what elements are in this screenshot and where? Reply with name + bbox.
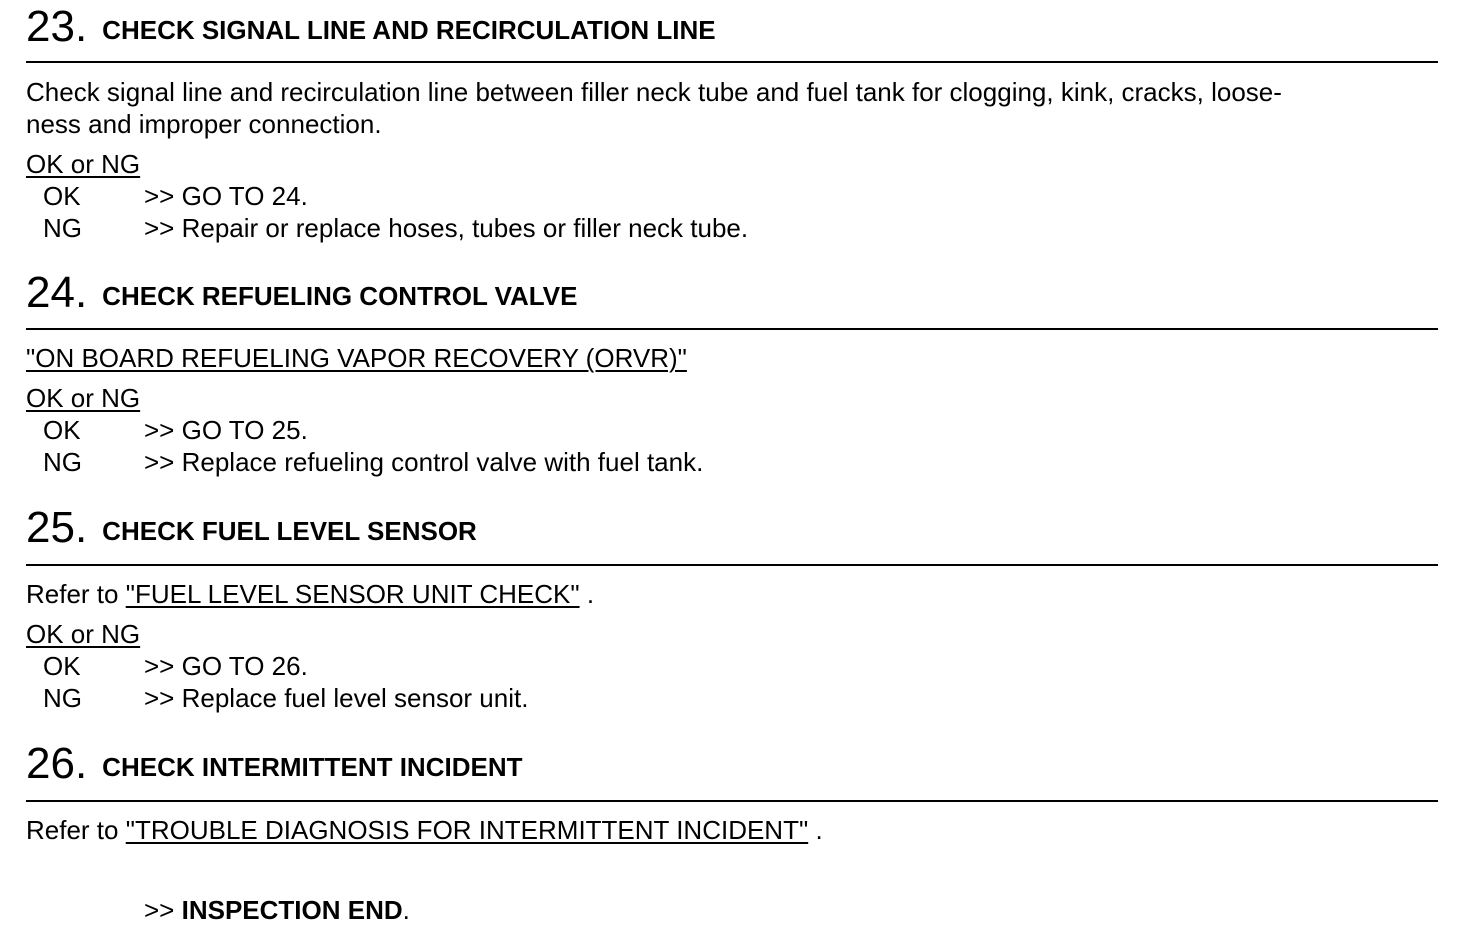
intermittent-incident-link[interactable]: "TROUBLE DIAGNOSIS FOR INTERMITTENT INCIDENT" [125,815,809,845]
ok-or-ng-label [26,148,1438,180]
result-row-ng [26,682,1438,714]
end-label: INSPECTION END [181,895,403,925]
result-code: OK [43,415,81,445]
result-row-ok [26,414,1438,446]
step-refer-line [26,814,1438,846]
step-title: CHECK INTERMITTENT INCIDENT [102,752,523,782]
step-header [26,737,1438,802]
step-header [26,0,1438,63]
result-action: >> GO TO 24. [144,181,308,211]
result-code: OK [43,181,81,211]
result-code: NG [43,683,82,713]
step-title: CHECK REFUELING CONTROL VALVE [102,281,578,311]
result-row-ok [26,650,1438,682]
step-23 [26,0,1438,244]
ok-or-ng-text: OK or NG [26,619,141,649]
step-26 [26,737,1438,926]
fuel-level-sensor-link[interactable]: "FUEL LEVEL SENSOR UNIT CHECK" [125,579,580,609]
result-code: NG [43,213,82,243]
step-header [26,501,1438,566]
result-action: >> GO TO 26. [144,651,308,681]
step-number: 24. [26,268,88,317]
result-code-blank [26,894,144,926]
step-body-line: Check signal line and recirculation line between filler neck tube and fuel tank for clogging, kink, cracks, loose- [26,77,1282,107]
step-body-line: ness and improper connection. [26,109,382,139]
result-action: >> Replace fuel level sensor unit. [144,683,529,713]
result-row-ng [26,446,1438,478]
end-period: . [402,895,410,925]
step-refer-line [26,578,1438,610]
result-action: >> Replace refueling control valve with fuel tank. [144,447,704,477]
step-24 [26,266,1438,478]
orvr-link[interactable]: "ON BOARD REFUELING VAPOR RECOVERY (ORVR)" [26,343,687,373]
step-number: 26. [26,739,88,788]
inspection-end-row [26,894,1438,926]
ok-or-ng-label [26,618,1438,650]
result-row-ok [26,180,1438,212]
step-number: 25. [26,503,88,552]
result-code: NG [43,447,82,477]
step-title: CHECK FUEL LEVEL SENSOR [102,516,477,546]
ok-or-ng-text: OK or NG [26,383,141,413]
ok-or-ng-text: OK or NG [26,149,141,179]
step-link-line [26,342,1438,374]
end-arrow: >> [144,895,175,925]
ok-or-ng-label [26,382,1438,414]
refer-suffix: . [586,579,595,609]
refer-prefix: Refer to [26,815,119,845]
result-action: >> GO TO 25. [144,415,308,445]
result-action: >> Repair or replace hoses, tubes or filler neck tube. [144,213,749,243]
result-row-ng [26,212,1438,244]
inspection-end-text [144,894,410,926]
refer-prefix: Refer to [26,579,119,609]
result-code: OK [43,651,81,681]
refer-suffix: . [815,815,823,845]
step-25 [26,501,1438,714]
step-number: 23. [26,2,88,51]
step-header [26,266,1438,330]
step-title: CHECK SIGNAL LINE AND RECIRCULATION LINE [102,15,716,45]
